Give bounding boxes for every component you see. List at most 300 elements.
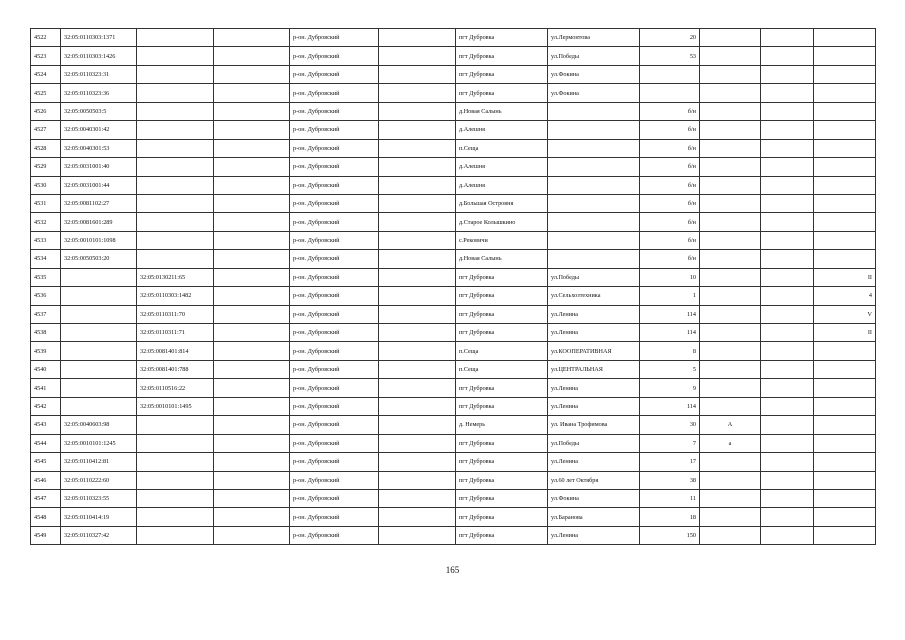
table-row [31,508,876,526]
premises-number-cell [814,250,876,268]
street-cell: ул.Ленина [548,324,640,342]
building-letter-cell [700,526,761,544]
premises-number-cell [814,176,876,194]
empty-cell [379,434,456,452]
premises-number-cell [814,342,876,360]
cadastral-number-cell: 32:05:0110327:42 [61,526,137,544]
building-letter-cell [700,84,761,102]
row-number-cell: 4530 [31,176,61,194]
empty-cell [761,158,814,176]
table-row [31,434,876,452]
cadastral-number-alt-cell [137,194,214,212]
row-number-cell: 4539 [31,342,61,360]
house-number-cell: 5 [640,360,700,378]
row-number-cell: 4538 [31,324,61,342]
empty-cell [379,508,456,526]
cadastral-number-alt-cell: 32:05:0110516:22 [137,379,214,397]
house-number-cell: б/н [640,194,700,212]
building-letter-cell [700,342,761,360]
table-row [31,489,876,507]
district-cell: р-он. Дубровский [290,84,379,102]
cadastral-number-cell: 32:05:0110303:1426 [61,47,137,65]
street-cell: ул.Баранова [548,508,640,526]
street-cell: ул.Победы [548,268,640,286]
empty-cell [214,29,290,47]
cadastral-number-cell [61,379,137,397]
cadastral-number-alt-cell [137,47,214,65]
empty-cell [761,176,814,194]
empty-cell [761,29,814,47]
empty-cell [761,84,814,102]
row-number-cell: 4545 [31,453,61,471]
empty-cell [214,342,290,360]
district-cell: р-он. Дубровский [290,379,379,397]
empty-cell [379,471,456,489]
row-number-cell: 4544 [31,434,61,452]
cadastral-number-alt-cell: 32:05:0010101:1495 [137,397,214,415]
cadastral-number-alt-cell [137,29,214,47]
table-row [31,324,876,342]
cadastral-number-cell [61,287,137,305]
empty-cell [761,471,814,489]
district-cell: р-он. Дубровский [290,508,379,526]
empty-cell [379,453,456,471]
table-row [31,194,876,212]
row-number-cell: 4531 [31,194,61,212]
house-number-cell: 114 [640,305,700,323]
empty-cell [214,213,290,231]
empty-cell [761,47,814,65]
empty-cell [761,102,814,120]
street-cell: ул.ЦЕНТРАЛЬНАЯ [548,360,640,378]
table-row [31,231,876,249]
street-cell: ул. Ивана Трофимова [548,416,640,434]
empty-cell [214,453,290,471]
empty-cell [761,213,814,231]
building-letter-cell [700,65,761,83]
cadastral-number-alt-cell [137,416,214,434]
empty-cell [761,434,814,452]
house-number-cell: б/н [640,231,700,249]
street-cell: ул.Ленина [548,526,640,544]
empty-cell [379,379,456,397]
property-register-table [30,28,876,545]
locality-cell: пгт Дубровка [456,453,548,471]
table-row [31,287,876,305]
table-row [31,121,876,139]
table-row [31,416,876,434]
district-cell: р-он. Дубровский [290,324,379,342]
building-letter-cell [700,176,761,194]
premises-number-cell [814,213,876,231]
cadastral-number-cell: 32:05:0050503:20 [61,250,137,268]
empty-cell [379,29,456,47]
house-number-cell: 1 [640,287,700,305]
empty-cell [379,268,456,286]
building-letter-cell [700,158,761,176]
table-row [31,379,876,397]
locality-cell: пгт Дубровка [456,65,548,83]
house-number-cell: 114 [640,324,700,342]
cadastral-number-alt-cell [137,213,214,231]
cadastral-number-cell [61,324,137,342]
cadastral-number-cell: 32:05:0031001:40 [61,158,137,176]
empty-cell [214,268,290,286]
empty-cell [761,139,814,157]
building-letter-cell [700,287,761,305]
locality-cell: д.Алешня [456,121,548,139]
house-number-cell: 30 [640,416,700,434]
table-row [31,526,876,544]
building-letter-cell [700,453,761,471]
empty-cell [379,287,456,305]
locality-cell: пгт Дубровка [456,305,548,323]
row-number-cell: 4526 [31,102,61,120]
empty-cell [379,489,456,507]
house-number-cell [640,84,700,102]
locality-cell: пгт Дубровка [456,397,548,415]
row-number-cell: 4525 [31,84,61,102]
locality-cell: пгт Дубровка [456,526,548,544]
empty-cell [379,121,456,139]
row-number-cell: 4540 [31,360,61,378]
house-number-cell: б/н [640,102,700,120]
locality-cell: пгт Дубровка [456,434,548,452]
empty-cell [379,397,456,415]
building-letter-cell [700,305,761,323]
premises-number-cell [814,471,876,489]
locality-cell: пгт Дубровка [456,324,548,342]
locality-cell: пгт Дубровка [456,508,548,526]
table-row [31,268,876,286]
street-cell [548,176,640,194]
cadastral-number-alt-cell [137,139,214,157]
empty-cell [379,84,456,102]
row-number-cell: 4543 [31,416,61,434]
empty-cell [214,471,290,489]
district-cell: р-он. Дубровский [290,250,379,268]
empty-cell [379,102,456,120]
premises-number-cell [814,453,876,471]
cadastral-number-alt-cell [137,231,214,249]
empty-cell [214,102,290,120]
table-row [31,305,876,323]
street-cell: ул.Фокина [548,489,640,507]
empty-cell [379,65,456,83]
cadastral-number-alt-cell [137,489,214,507]
building-letter-cell [700,139,761,157]
empty-cell [379,360,456,378]
cadastral-number-alt-cell [137,508,214,526]
cadastral-number-alt-cell [137,434,214,452]
cadastral-number-alt-cell: 32:05:0110303:1482 [137,287,214,305]
row-number-cell: 4548 [31,508,61,526]
empty-cell [214,231,290,249]
street-cell: ул.60 лет Октября [548,471,640,489]
premises-number-cell [814,194,876,212]
row-number-cell: 4529 [31,158,61,176]
street-cell: ул.КООПЕРАТИВНАЯ [548,342,640,360]
premises-number-cell: II [814,324,876,342]
row-number-cell: 4541 [31,379,61,397]
premises-number-cell [814,379,876,397]
empty-cell [214,84,290,102]
cadastral-number-alt-cell [137,84,214,102]
cadastral-number-cell [61,268,137,286]
empty-cell [214,489,290,507]
district-cell: р-он. Дубровский [290,305,379,323]
row-number-cell: 4549 [31,526,61,544]
locality-cell: д.Новая Салынь [456,250,548,268]
empty-cell [379,213,456,231]
premises-number-cell [814,65,876,83]
empty-cell [761,324,814,342]
locality-cell: д. Немерь [456,416,548,434]
building-letter-cell [700,360,761,378]
premises-number-cell [814,47,876,65]
house-number-cell: 150 [640,526,700,544]
table-row [31,29,876,47]
empty-cell [214,324,290,342]
empty-cell [761,342,814,360]
premises-number-cell: V [814,305,876,323]
cadastral-number-alt-cell: 32:05:0081401:814 [137,342,214,360]
empty-cell [214,194,290,212]
district-cell: р-он. Дубровский [290,29,379,47]
cadastral-number-cell [61,342,137,360]
empty-cell [379,526,456,544]
empty-cell [379,416,456,434]
district-cell: р-он. Дубровский [290,231,379,249]
cadastral-number-alt-cell [137,176,214,194]
empty-cell [214,416,290,434]
premises-number-cell [814,139,876,157]
building-letter-cell [700,47,761,65]
locality-cell: п.Сеща [456,342,548,360]
locality-cell: пгт Дубровка [456,268,548,286]
locality-cell: пгт Дубровка [456,287,548,305]
premises-number-cell [814,416,876,434]
cadastral-number-alt-cell [137,471,214,489]
premises-number-cell [814,29,876,47]
table-row [31,84,876,102]
empty-cell [214,526,290,544]
district-cell: р-он. Дубровский [290,342,379,360]
row-number-cell: 4534 [31,250,61,268]
row-number-cell: 4542 [31,397,61,415]
house-number-cell: б/н [640,176,700,194]
table-row [31,176,876,194]
empty-cell [214,397,290,415]
table-row [31,397,876,415]
street-cell [548,139,640,157]
empty-cell [761,379,814,397]
empty-cell [761,121,814,139]
empty-cell [761,305,814,323]
street-cell [548,102,640,120]
empty-cell [761,250,814,268]
cadastral-number-cell: 32:05:0010101:1098 [61,231,137,249]
cadastral-number-alt-cell [137,121,214,139]
empty-cell [214,158,290,176]
empty-cell [214,434,290,452]
cadastral-number-alt-cell [137,526,214,544]
cadastral-number-cell: 32:05:0040301:42 [61,121,137,139]
house-number-cell: б/н [640,121,700,139]
empty-cell [379,342,456,360]
cadastral-number-cell: 32:05:0110323:31 [61,65,137,83]
cadastral-number-cell: 32:05:0081102:27 [61,194,137,212]
street-cell: ул.Ленина [548,397,640,415]
street-cell: ул.Ленина [548,453,640,471]
street-cell: ул.Фокина [548,65,640,83]
building-letter-cell [700,324,761,342]
cadastral-number-cell: 32:05:0110323:55 [61,489,137,507]
street-cell [548,121,640,139]
premises-number-cell [814,231,876,249]
premises-number-cell [814,397,876,415]
district-cell: р-он. Дубровский [290,121,379,139]
row-number-cell: 4523 [31,47,61,65]
house-number-cell: б/н [640,250,700,268]
district-cell: р-он. Дубровский [290,416,379,434]
cadastral-number-cell [61,305,137,323]
empty-cell [761,453,814,471]
cadastral-number-cell: 32:05:0040301:53 [61,139,137,157]
cadastral-number-cell: 32:05:0050503:5 [61,102,137,120]
building-letter-cell [700,508,761,526]
district-cell: р-он. Дубровский [290,453,379,471]
empty-cell [761,508,814,526]
street-cell [548,158,640,176]
cadastral-number-alt-cell [137,65,214,83]
row-number-cell: 4527 [31,121,61,139]
empty-cell [379,176,456,194]
table-row [31,102,876,120]
cadastral-number-cell: 32:05:0110222:60 [61,471,137,489]
house-number-cell: 8 [640,342,700,360]
premises-number-cell [814,508,876,526]
empty-cell [214,379,290,397]
building-letter-cell [700,379,761,397]
district-cell: р-он. Дубровский [290,434,379,452]
house-number-cell [640,65,700,83]
district-cell: р-он. Дубровский [290,213,379,231]
register-body [31,29,876,545]
row-number-cell: 4547 [31,489,61,507]
table-row [31,213,876,231]
row-number-cell: 4536 [31,287,61,305]
building-letter-cell [700,121,761,139]
empty-cell [214,176,290,194]
street-cell: ул.Победы [548,47,640,65]
house-number-cell: 20 [640,29,700,47]
house-number-cell: б/н [640,158,700,176]
premises-number-cell [814,489,876,507]
house-number-cell: 53 [640,47,700,65]
district-cell: р-он. Дубровский [290,158,379,176]
premises-number-cell: 4 [814,287,876,305]
house-number-cell: 9 [640,379,700,397]
empty-cell [761,231,814,249]
cadastral-number-cell [61,360,137,378]
premises-number-cell [814,158,876,176]
locality-cell: д.Алешня [456,158,548,176]
row-number-cell: 4532 [31,213,61,231]
building-letter-cell [700,250,761,268]
empty-cell [761,489,814,507]
house-number-cell: б/н [640,139,700,157]
cadastral-number-cell: 32:05:0031001:44 [61,176,137,194]
building-letter-cell [700,194,761,212]
row-number-cell: 4522 [31,29,61,47]
table-row [31,471,876,489]
building-letter-cell [700,213,761,231]
cadastral-number-alt-cell [137,102,214,120]
empty-cell [379,47,456,65]
cadastral-number-alt-cell [137,158,214,176]
table-row [31,342,876,360]
premises-number-cell [814,121,876,139]
cadastral-number-cell: 32:05:0110303:1371 [61,29,137,47]
building-letter-cell: А [700,416,761,434]
locality-cell: п.Сеща [456,360,548,378]
building-letter-cell: а [700,434,761,452]
empty-cell [379,158,456,176]
building-letter-cell [700,471,761,489]
empty-cell [379,139,456,157]
street-cell [548,213,640,231]
empty-cell [379,194,456,212]
empty-cell [214,47,290,65]
cadastral-number-cell [61,397,137,415]
locality-cell: пгт Дубровка [456,471,548,489]
empty-cell [379,231,456,249]
district-cell: р-он. Дубровский [290,287,379,305]
street-cell: ул.Ленина [548,379,640,397]
premises-number-cell [814,102,876,120]
house-number-cell: 114 [640,397,700,415]
cadastral-number-cell: 32:05:0110323:36 [61,84,137,102]
cadastral-number-alt-cell: 32:05:0110311:70 [137,305,214,323]
house-number-cell: 18 [640,508,700,526]
empty-cell [214,360,290,378]
locality-cell: пгт Дубровка [456,489,548,507]
locality-cell: д.Алешня [456,176,548,194]
empty-cell [761,65,814,83]
locality-cell: с.Рековичи [456,231,548,249]
district-cell: р-он. Дубровский [290,360,379,378]
table-row [31,65,876,83]
row-number-cell: 4528 [31,139,61,157]
cadastral-number-cell: 32:05:0081601:289 [61,213,137,231]
table-row [31,250,876,268]
district-cell: р-он. Дубровский [290,139,379,157]
empty-cell [761,268,814,286]
empty-cell [379,324,456,342]
cadastral-number-alt-cell: 32:05:0130211:65 [137,268,214,286]
locality-cell: пгт Дубровка [456,84,548,102]
cadastral-number-alt-cell: 32:05:0110311:71 [137,324,214,342]
empty-cell [761,526,814,544]
locality-cell: д.Новая Салынь [456,102,548,120]
street-cell: ул.Лермонтова [548,29,640,47]
street-cell [548,231,640,249]
district-cell: р-он. Дубровский [290,65,379,83]
street-cell: ул.Ленина [548,305,640,323]
empty-cell [761,397,814,415]
empty-cell [379,250,456,268]
